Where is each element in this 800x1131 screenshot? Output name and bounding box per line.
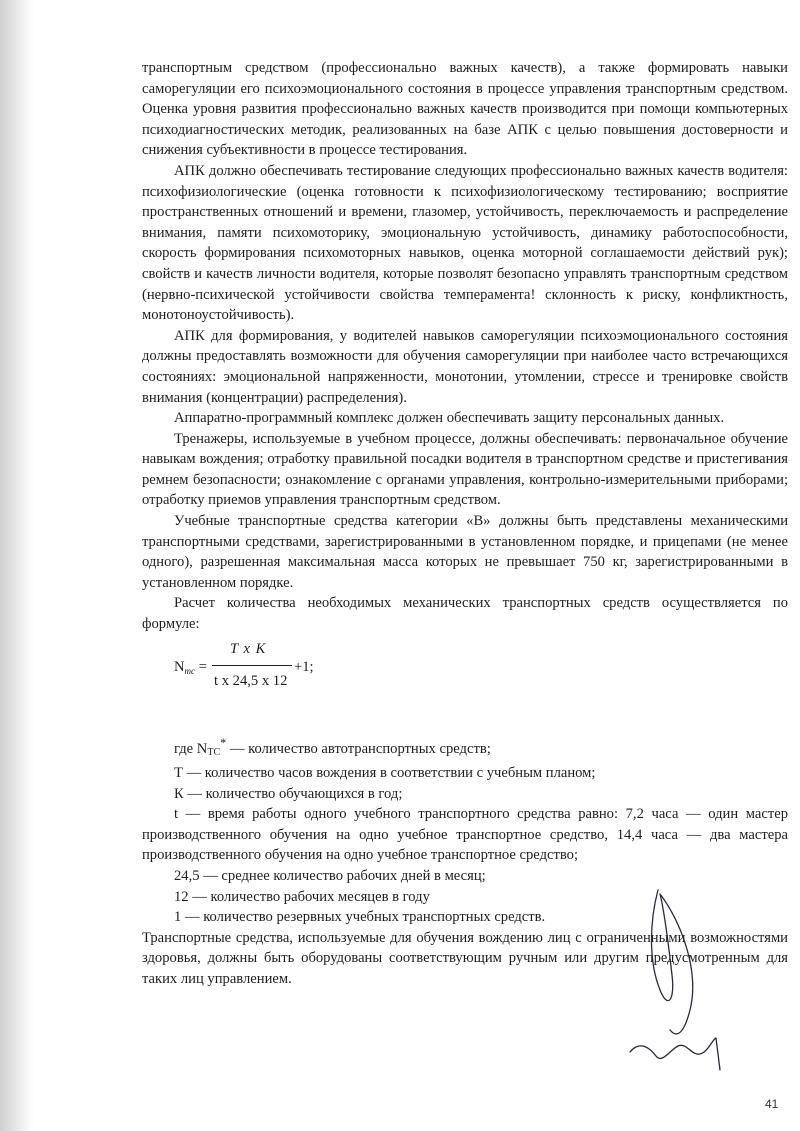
paragraph-7: Расчет количества необходимых механических транспортных средств осуществляется по формуле:: [142, 595, 788, 633]
handwritten-signature: [620, 880, 740, 1080]
scan-edge-shadow: [0, 0, 34, 1131]
legend-item-ntc: где NТС* — количество автотранспортных средств;: [174, 735, 491, 758]
formula-tail: +1;: [294, 658, 314, 675]
formula-denominator: t x 24,5 x 12: [214, 672, 288, 689]
paragraph-1: транспортным средством (профессионально важных качеств), а также формировать навыки саморегуляции его психоэмоционального состояния в процессе управления транспортным средством. Оценка уровня развития профессионально важных качеств производится при помощи компьютерных психодиагностических методик, реализованных на базе АПК с целью повышения достоверности и снижения субъективности в процессе тестирования.: [142, 60, 788, 159]
paragraph-2: АПК должно обеспечивать тестирование следующих профессионально важных качеств водителя: психофизиологические (оценка готовности к психофизиологическому тестированию; восприятие пространственных отношений и времени, глазомер, устойчивость, переключаемость и распределение внимания, памяти психомоторику, эмоциональную устойчивость, динамику работоспособности, скорость формирования психомоторных навыков, оценка моторной соглашаемости действий рук); свойств и качеств личности водителя, которые позволят безопасно управлять транспортным средством (нервно-психической устойчивости свойства темперамента! склонность к риску, конфликтность, монотоноустойчивость).: [142, 162, 788, 324]
paragraph-3: АПК для формирования, у водителей навыков саморегуляции психоэмоционального состояния должны предоставлять возможности для обучения саморегуляции при наиболее часто встречающихся состояниях: эмоциональной напряженности, монотонии, утомлении, стрессе и тренировке свойств внимания (концентрации) распределения).: [142, 327, 788, 406]
legend-item-t-time: t — время работы одного учебного транспортного средства равно: 7,2 часа — один мастер производственного обучения на одно учебное транспортное средство, 14,4 часа — два мастера производственного обучения на одно учебное транспортное средство;: [142, 806, 788, 864]
paragraph-6: Учебные транспортные средства категории «В» должны быть представлены механическими транспортными средствами, зарегистрированными в установленном порядке, и прицепами (не менее одного), разрешенная максимальная масса которых не превышает 750 кг, зарегистрированными в установленном порядке.: [142, 513, 788, 591]
legend-item-reserve: 1 — количество резервных учебных транспортных средств.: [174, 909, 546, 926]
paragraph-4: Аппаратно-программный комплекс должен обеспечивать защиту персональных данных.: [174, 410, 725, 427]
legend-item-t-hours: Т — количество часов вождения в соответствии с учебным планом;: [174, 765, 596, 782]
legend-item-k-students: К — количество обучающихся в год;: [174, 785, 403, 802]
legend-item-days: 24,5 — среднее количество рабочих дней в месяц;: [174, 868, 486, 885]
page-number: 41: [765, 1097, 779, 1111]
document-body: [142, 58, 788, 990]
paragraph-closing: Транспортные средства, используемые для обучения вождению лиц с ограниченными возможностями здоровья, должны быть оборудованы соответствующим ручным или другим предусмотренным для таких лиц управлением.: [142, 929, 788, 988]
fraction-bar: [212, 665, 292, 666]
vehicle-count-formula: [142, 639, 788, 719]
legend-item-months: 12 — количество рабочих месяцев в году: [174, 888, 430, 905]
paragraph-5: Тренажеры, используемые в учебном процессе, должны обеспечивать: первоначальное обучение навыкам вождения; отработку правильной посадки водителя в транспортном средстве и пристегивания ремнем безопасности; ознакомление с органами управления, контрольно-измерительными приборами; отработку приемов управления транспортным средством.: [142, 430, 788, 509]
formula-lhs: $N_{тс}$ =: [174, 658, 207, 676]
formula-numerator: T x K: [230, 640, 267, 657]
